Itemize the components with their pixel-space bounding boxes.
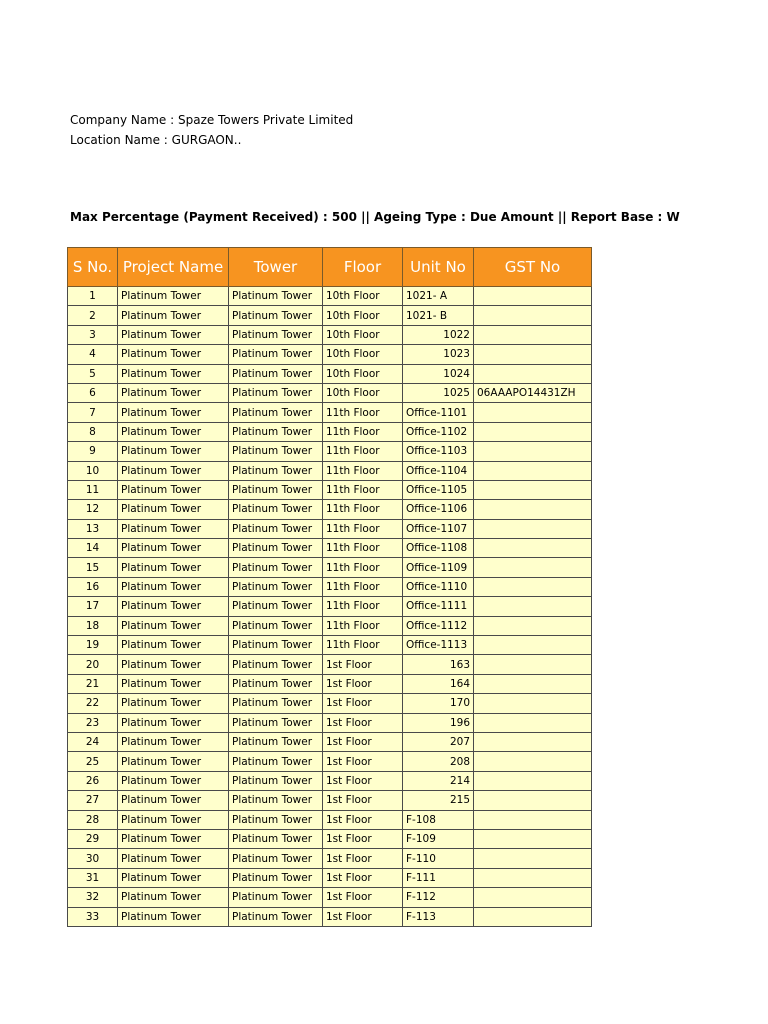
cell-tower: Platinum Tower: [229, 713, 323, 732]
table-row: [68, 868, 592, 887]
table-row: [68, 577, 592, 596]
cell-gst-no: [474, 500, 592, 519]
cell-sno: 7: [68, 403, 118, 422]
table-row: [68, 655, 592, 674]
cell-gst-no: [474, 558, 592, 577]
cell-unit-no: Office-1107: [403, 519, 474, 538]
table-row: [68, 558, 592, 577]
cell-floor: 10th Floor: [323, 345, 403, 364]
cell-unit-no: 164: [403, 674, 474, 693]
cell-unit-no: Office-1109: [403, 558, 474, 577]
cell-unit-no: 1022: [403, 325, 474, 344]
table-row: [68, 752, 592, 771]
cell-floor: 1st Floor: [323, 771, 403, 790]
cell-sno: 23: [68, 713, 118, 732]
cell-floor: 1st Floor: [323, 694, 403, 713]
cell-floor: 11th Floor: [323, 539, 403, 558]
cell-gst-no: [474, 345, 592, 364]
cell-project-name: Platinum Tower: [118, 849, 229, 868]
cell-sno: 22: [68, 694, 118, 713]
cell-tower: Platinum Tower: [229, 403, 323, 422]
cell-project-name: Platinum Tower: [118, 888, 229, 907]
cell-project-name: Platinum Tower: [118, 306, 229, 325]
cell-gst-no: [474, 422, 592, 441]
table-row: [68, 907, 592, 926]
cell-sno: 9: [68, 442, 118, 461]
cell-floor: 11th Floor: [323, 558, 403, 577]
cell-gst-no: [474, 519, 592, 538]
cell-tower: Platinum Tower: [229, 558, 323, 577]
cell-gst-no: [474, 364, 592, 383]
cell-gst-no: [474, 539, 592, 558]
cell-project-name: Platinum Tower: [118, 655, 229, 674]
cell-project-name: Platinum Tower: [118, 287, 229, 306]
column-header-tower: Tower: [229, 248, 323, 287]
cell-floor: 1st Floor: [323, 810, 403, 829]
cell-project-name: Platinum Tower: [118, 383, 229, 402]
cell-floor: 1st Floor: [323, 713, 403, 732]
cell-project-name: Platinum Tower: [118, 636, 229, 655]
cell-sno: 27: [68, 791, 118, 810]
cell-unit-no: 170: [403, 694, 474, 713]
cell-tower: Platinum Tower: [229, 480, 323, 499]
cell-project-name: Platinum Tower: [118, 868, 229, 887]
table-row: [68, 791, 592, 810]
cell-floor: 1st Floor: [323, 888, 403, 907]
cell-project-name: Platinum Tower: [118, 907, 229, 926]
cell-project-name: Platinum Tower: [118, 345, 229, 364]
cell-gst-no: [474, 442, 592, 461]
cell-gst-no: [474, 655, 592, 674]
cell-project-name: Platinum Tower: [118, 480, 229, 499]
cell-floor: 11th Floor: [323, 519, 403, 538]
cell-sno: 29: [68, 829, 118, 848]
cell-unit-no: 163: [403, 655, 474, 674]
table-row: [68, 345, 592, 364]
cell-tower: Platinum Tower: [229, 519, 323, 538]
cell-tower: Platinum Tower: [229, 636, 323, 655]
report-criteria-text: Max Percentage (Payment Received) : 500 || Ageing Type : Due Amount || Report Base : W: [70, 210, 680, 224]
cell-floor: 1st Floor: [323, 674, 403, 693]
cell-gst-no: [474, 732, 592, 751]
cell-unit-no: 1023: [403, 345, 474, 364]
table-row: [68, 597, 592, 616]
cell-gst-no: [474, 287, 592, 306]
cell-sno: 25: [68, 752, 118, 771]
cell-gst-no: [474, 713, 592, 732]
cell-floor: 1st Floor: [323, 868, 403, 887]
cell-floor: 11th Floor: [323, 636, 403, 655]
cell-gst-no: [474, 771, 592, 790]
table-row: [68, 636, 592, 655]
cell-sno: 18: [68, 616, 118, 635]
cell-unit-no: 1021- B: [403, 306, 474, 325]
cell-sno: 13: [68, 519, 118, 538]
cell-unit-no: 1024: [403, 364, 474, 383]
cell-tower: Platinum Tower: [229, 888, 323, 907]
cell-project-name: Platinum Tower: [118, 791, 229, 810]
cell-gst-no: [474, 674, 592, 693]
location-name-text: Location Name : GURGAON..: [70, 133, 242, 147]
table-row: [68, 442, 592, 461]
cell-unit-no: Office-1110: [403, 577, 474, 596]
cell-tower: Platinum Tower: [229, 597, 323, 616]
cell-tower: Platinum Tower: [229, 577, 323, 596]
cell-project-name: Platinum Tower: [118, 829, 229, 848]
cell-gst-no: [474, 577, 592, 596]
cell-tower: Platinum Tower: [229, 325, 323, 344]
cell-tower: Platinum Tower: [229, 306, 323, 325]
cell-floor: 11th Floor: [323, 422, 403, 441]
cell-sno: 24: [68, 732, 118, 751]
cell-tower: Platinum Tower: [229, 287, 323, 306]
cell-sno: 20: [68, 655, 118, 674]
report-table: [67, 247, 592, 927]
table-row: [68, 539, 592, 558]
cell-tower: Platinum Tower: [229, 868, 323, 887]
cell-floor: 10th Floor: [323, 364, 403, 383]
cell-sno: 14: [68, 539, 118, 558]
cell-project-name: Platinum Tower: [118, 713, 229, 732]
table-row: [68, 480, 592, 499]
cell-tower: Platinum Tower: [229, 907, 323, 926]
cell-unit-no: F-111: [403, 868, 474, 887]
cell-tower: Platinum Tower: [229, 383, 323, 402]
cell-gst-no: [474, 849, 592, 868]
cell-gst-no: [474, 403, 592, 422]
column-header-floor: Floor: [323, 248, 403, 287]
cell-sno: 33: [68, 907, 118, 926]
cell-tower: Platinum Tower: [229, 849, 323, 868]
table-row: [68, 674, 592, 693]
cell-project-name: Platinum Tower: [118, 422, 229, 441]
cell-sno: 17: [68, 597, 118, 616]
table-row: [68, 849, 592, 868]
cell-tower: Platinum Tower: [229, 345, 323, 364]
cell-gst-no: [474, 907, 592, 926]
cell-project-name: Platinum Tower: [118, 461, 229, 480]
cell-floor: 11th Floor: [323, 480, 403, 499]
cell-sno: 12: [68, 500, 118, 519]
cell-sno: 26: [68, 771, 118, 790]
cell-unit-no: 214: [403, 771, 474, 790]
cell-floor: 1st Floor: [323, 732, 403, 751]
cell-unit-no: Office-1105: [403, 480, 474, 499]
cell-unit-no: F-109: [403, 829, 474, 848]
table-row: [68, 287, 592, 306]
cell-floor: 11th Floor: [323, 461, 403, 480]
cell-floor: 1st Floor: [323, 752, 403, 771]
cell-gst-no: [474, 597, 592, 616]
cell-sno: 11: [68, 480, 118, 499]
cell-floor: 11th Floor: [323, 577, 403, 596]
cell-sno: 3: [68, 325, 118, 344]
cell-gst-no: [474, 636, 592, 655]
cell-project-name: Platinum Tower: [118, 810, 229, 829]
cell-sno: 19: [68, 636, 118, 655]
cell-floor: 10th Floor: [323, 287, 403, 306]
cell-sno: 16: [68, 577, 118, 596]
cell-project-name: Platinum Tower: [118, 558, 229, 577]
cell-tower: Platinum Tower: [229, 616, 323, 635]
cell-unit-no: F-110: [403, 849, 474, 868]
cell-unit-no: Office-1113: [403, 636, 474, 655]
cell-sno: 15: [68, 558, 118, 577]
table-row: [68, 771, 592, 790]
cell-floor: 10th Floor: [323, 383, 403, 402]
cell-sno: 30: [68, 849, 118, 868]
cell-tower: Platinum Tower: [229, 791, 323, 810]
cell-sno: 28: [68, 810, 118, 829]
cell-gst-no: [474, 325, 592, 344]
cell-unit-no: 1025: [403, 383, 474, 402]
cell-unit-no: 215: [403, 791, 474, 810]
cell-sno: 10: [68, 461, 118, 480]
table-row: [68, 732, 592, 751]
cell-sno: 1: [68, 287, 118, 306]
table-row: [68, 383, 592, 402]
cell-floor: 10th Floor: [323, 306, 403, 325]
cell-sno: 8: [68, 422, 118, 441]
column-header-unit-no: Unit No: [403, 248, 474, 287]
cell-tower: Platinum Tower: [229, 694, 323, 713]
column-header-gst-no: GST No: [474, 248, 592, 287]
cell-floor: 1st Floor: [323, 655, 403, 674]
cell-unit-no: F-112: [403, 888, 474, 907]
cell-floor: 1st Floor: [323, 791, 403, 810]
cell-sno: 21: [68, 674, 118, 693]
cell-floor: 11th Floor: [323, 597, 403, 616]
cell-gst-no: [474, 868, 592, 887]
cell-gst-no: [474, 616, 592, 635]
cell-unit-no: Office-1106: [403, 500, 474, 519]
cell-sno: 32: [68, 888, 118, 907]
table-row: [68, 713, 592, 732]
cell-tower: Platinum Tower: [229, 732, 323, 751]
cell-floor: 1st Floor: [323, 849, 403, 868]
cell-unit-no: 208: [403, 752, 474, 771]
table-row: [68, 325, 592, 344]
table-row: [68, 422, 592, 441]
cell-tower: Platinum Tower: [229, 771, 323, 790]
table-row: [68, 519, 592, 538]
cell-sno: 4: [68, 345, 118, 364]
cell-project-name: Platinum Tower: [118, 674, 229, 693]
cell-project-name: Platinum Tower: [118, 364, 229, 383]
cell-tower: Platinum Tower: [229, 461, 323, 480]
column-header-project-name: Project Name: [118, 248, 229, 287]
cell-project-name: Platinum Tower: [118, 597, 229, 616]
cell-floor: 11th Floor: [323, 500, 403, 519]
cell-unit-no: Office-1103: [403, 442, 474, 461]
cell-gst-no: [474, 461, 592, 480]
cell-floor: 10th Floor: [323, 325, 403, 344]
cell-unit-no: 196: [403, 713, 474, 732]
table-body: [68, 287, 592, 927]
cell-project-name: Platinum Tower: [118, 519, 229, 538]
cell-unit-no: 207: [403, 732, 474, 751]
table-row: [68, 694, 592, 713]
cell-tower: Platinum Tower: [229, 422, 323, 441]
table-row: [68, 500, 592, 519]
table-row: [68, 306, 592, 325]
cell-tower: Platinum Tower: [229, 442, 323, 461]
cell-floor: 1st Floor: [323, 907, 403, 926]
cell-gst-no: [474, 888, 592, 907]
cell-floor: 11th Floor: [323, 442, 403, 461]
column-header-sno: S No.: [68, 248, 118, 287]
cell-unit-no: 1021- A: [403, 287, 474, 306]
cell-project-name: Platinum Tower: [118, 577, 229, 596]
table-row: [68, 461, 592, 480]
cell-gst-no: [474, 306, 592, 325]
cell-unit-no: Office-1111: [403, 597, 474, 616]
table-row: [68, 810, 592, 829]
cell-sno: 2: [68, 306, 118, 325]
cell-gst-no: [474, 791, 592, 810]
cell-unit-no: Office-1112: [403, 616, 474, 635]
cell-unit-no: F-108: [403, 810, 474, 829]
cell-project-name: Platinum Tower: [118, 325, 229, 344]
cell-sno: 6: [68, 383, 118, 402]
table-row: [68, 888, 592, 907]
cell-unit-no: F-113: [403, 907, 474, 926]
cell-tower: Platinum Tower: [229, 539, 323, 558]
company-name-text: Company Name : Spaze Towers Private Limited: [70, 113, 354, 127]
cell-floor: 11th Floor: [323, 403, 403, 422]
cell-gst-no: 06AAAPO14431ZH: [474, 383, 592, 402]
table-row: [68, 364, 592, 383]
cell-gst-no: [474, 480, 592, 499]
cell-unit-no: Office-1108: [403, 539, 474, 558]
cell-project-name: Platinum Tower: [118, 771, 229, 790]
cell-gst-no: [474, 829, 592, 848]
cell-tower: Platinum Tower: [229, 655, 323, 674]
cell-unit-no: Office-1104: [403, 461, 474, 480]
cell-project-name: Platinum Tower: [118, 752, 229, 771]
cell-tower: Platinum Tower: [229, 810, 323, 829]
cell-project-name: Platinum Tower: [118, 539, 229, 558]
cell-unit-no: Office-1101: [403, 403, 474, 422]
cell-project-name: Platinum Tower: [118, 616, 229, 635]
cell-project-name: Platinum Tower: [118, 694, 229, 713]
table-header-row: [68, 248, 592, 287]
cell-gst-no: [474, 752, 592, 771]
cell-project-name: Platinum Tower: [118, 442, 229, 461]
table-row: [68, 403, 592, 422]
cell-floor: 1st Floor: [323, 829, 403, 848]
cell-project-name: Platinum Tower: [118, 500, 229, 519]
cell-project-name: Platinum Tower: [118, 403, 229, 422]
table-row: [68, 616, 592, 635]
cell-project-name: Platinum Tower: [118, 732, 229, 751]
cell-unit-no: Office-1102: [403, 422, 474, 441]
cell-gst-no: [474, 810, 592, 829]
cell-sno: 5: [68, 364, 118, 383]
cell-tower: Platinum Tower: [229, 752, 323, 771]
cell-tower: Platinum Tower: [229, 500, 323, 519]
table-row: [68, 829, 592, 848]
cell-sno: 31: [68, 868, 118, 887]
cell-gst-no: [474, 694, 592, 713]
cell-tower: Platinum Tower: [229, 364, 323, 383]
cell-tower: Platinum Tower: [229, 829, 323, 848]
cell-floor: 11th Floor: [323, 616, 403, 635]
cell-tower: Platinum Tower: [229, 674, 323, 693]
